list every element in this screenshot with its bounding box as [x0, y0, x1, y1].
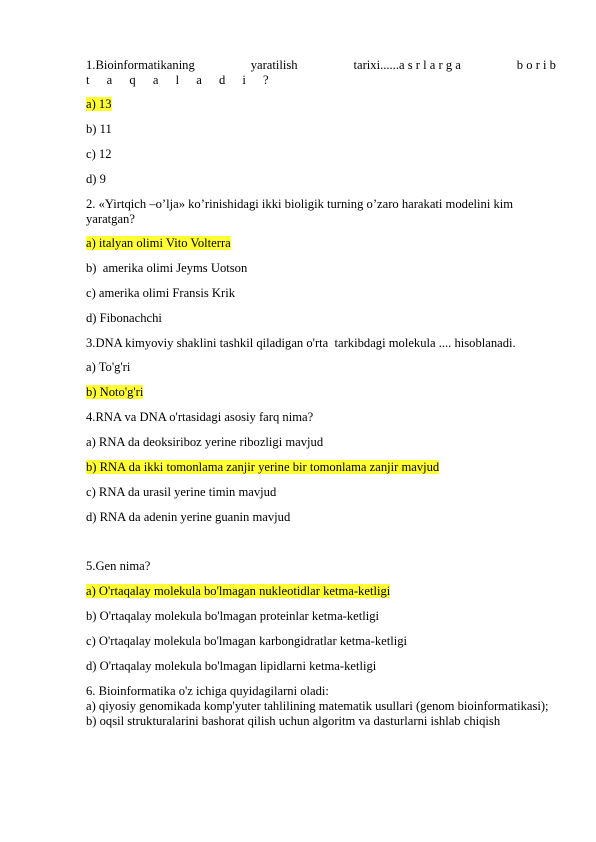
question-4-option-c: c) RNA da urasil yerine timin mavjud — [86, 485, 277, 499]
question-1-option-b: b) 11 — [86, 122, 112, 136]
question-2: 2. «Yirtqich –o’lja» ko’rinishidagi ikki bioligik turning o’zaro harakati modelini kim yaratgan? — [86, 197, 514, 226]
question-2-option-a — [86, 236, 556, 251]
answer-highlight: b) RNA da ikki tomonlama zanjir yerine bir tomonlama zanjir mavjud — [86, 460, 440, 474]
question-5-option-c: c) O'rtaqalay molekula bo'lmagan karbongidratlar ketma-ketligi — [86, 634, 408, 648]
question-6-item-b: b) oqsil strukturalarini bashorat qilish uchun algoritm va dasturlarni ishlab chiqish — [86, 714, 501, 728]
question-1-option-d: d) 9 — [86, 172, 106, 186]
question-5-option-b: b) O'rtaqalay molekula bo'lmagan proteinlar ketma-ketligi — [86, 609, 380, 623]
question-4-option-d: d) RNA da adenin yerine guanin mavjud — [86, 510, 291, 524]
question-1 — [86, 58, 556, 88]
question-3-option-a: a) To'g'ri — [86, 360, 131, 374]
question-4-option-a: a) RNA da deoksiriboz yerine ribozligi mavjud — [86, 435, 324, 449]
question-1-part-2: yaratilish — [250, 58, 298, 72]
answer-highlight: a) italyan olimi Vito Volterra — [86, 236, 231, 250]
answer-highlight: a) 13 — [86, 97, 112, 111]
question-5: 5.Gen nima? — [86, 559, 151, 573]
question-5-option-a — [86, 584, 556, 599]
question-2-option-b: b) amerika olimi Jeyms Uotson — [86, 261, 248, 275]
question-4: 4.RNA va DNA o'rtasidagi asosiy farq nima? — [86, 410, 314, 424]
question-6: 6. Bioinformatika o'z ichiga quyidagilarni oladi: — [86, 684, 329, 698]
question-2-option-d: d) Fibonachchi — [86, 311, 162, 325]
answer-highlight: b) Noto'g'ri — [86, 385, 144, 399]
question-4-option-b — [86, 460, 556, 475]
answer-highlight: a) O'rtaqalay molekula bo'lmagan nukleotidlar ketma-ketligi — [86, 584, 391, 598]
question-1-line-2: t a q a l a d i ? — [86, 73, 276, 87]
question-1-part-4: b o r i b — [516, 58, 556, 72]
question-2-option-c: c) amerika olimi Fransis Krik — [86, 286, 235, 300]
question-3: 3.DNA kimyoviy shaklini tashkil qiladigan o'rta tarkibdagi molekula .... hisoblanadi. — [86, 336, 516, 350]
question-6-item-a: a) qiyosiy genomikada komp'yuter tahlilining matematik usullari (genom bioinformatikasi); — [86, 699, 549, 713]
question-3-option-b — [86, 385, 556, 400]
question-1-line-1 — [86, 58, 556, 73]
question-1-option-a — [86, 97, 556, 112]
question-1-part-3: tarixi......a s r l a r g a — [353, 58, 461, 72]
document-content — [86, 58, 556, 729]
question-1-option-c: c) 12 — [86, 147, 112, 161]
question-5-option-d: d) O'rtaqalay molekula bo'lmagan lipidlarni ketma-ketligi — [86, 659, 377, 673]
question-1-part-1: 1.Bioinformatikaning — [86, 58, 195, 72]
